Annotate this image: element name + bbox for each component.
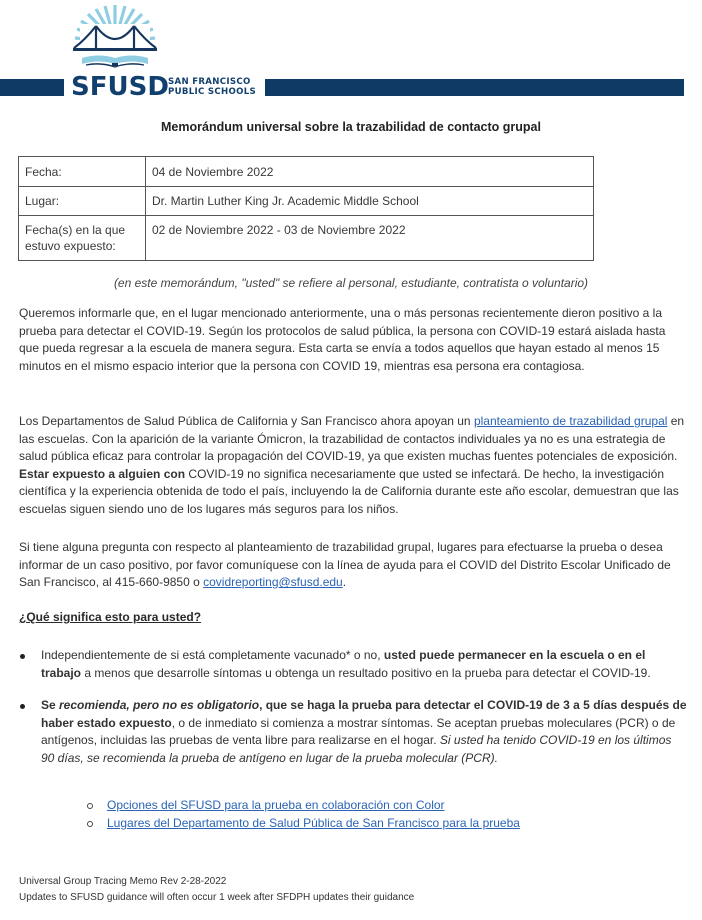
text: COVID-19 no significa necesariamente que usted se infectará. De hecho, la investigación científica y la experiencia obtenida de todo el país, incluyendo la de California durante este año escolar, demuestran que las escuelas siguen siendo uno de los lugares más seguros para los niños. xyxy=(19,466,679,516)
paragraph-group-tracing xyxy=(19,413,687,519)
text: Los Departamentos de Salud Pública de California y San Francisco ahora apoyan un xyxy=(19,414,474,428)
bold-text: , que se haga la prueba para detectar el COVID-19 de 3 a 5 días después de haber estado expuesto xyxy=(41,698,687,730)
row-label: Fecha: xyxy=(19,157,146,187)
circle-bullet-icon xyxy=(87,803,93,809)
bold-italic-text: recomienda, pero no es obligatorio xyxy=(59,698,260,712)
sub-list-item xyxy=(86,797,445,815)
text: , o de inmediato si comienza a mostrar síntomas. Se aceptan pruebas moleculares (PCR) o de antígenos, incluidas las pruebas de venta libre para realizarse en el hogar. xyxy=(41,715,676,748)
text: . xyxy=(342,575,347,590)
footer-revision: Universal Group Tracing Memo Rev 2-28-2022 xyxy=(19,876,227,887)
italic-text: Si usted ha tenido COVID-19 en los últimos 90 días, se recomienda la prueba de antígeno en lugar de la prueba molecular (PCR). xyxy=(41,733,672,765)
bullet-item xyxy=(19,697,687,767)
text: Si tiene alguna pregunta con respecto al planteamiento de trazabilidad grupal, lugares para efectuarse la prueba o desea informar de un caso positivo, por favor comuníquese con la línea de ayuda para el COVID del Distrito Escolar Unificado de San Francisco, al 415-660-9850 o xyxy=(19,540,671,590)
group-tracing-link[interactable]: planteamiento de trazabilidad grupal xyxy=(473,414,668,428)
memo-title: Memorándum universal sobre la trazabilidad de contacto grupal xyxy=(161,120,541,134)
paragraph-contact xyxy=(19,539,687,592)
sfdph-testing-link[interactable]: Lugares del Departamento de Salud Pública de San Francisco para la prueba xyxy=(107,816,520,830)
bullet-icon xyxy=(20,654,25,659)
row-value: 04 de Noviembre 2022 xyxy=(146,157,594,187)
brand-subtitle xyxy=(168,77,256,97)
bold-text: Se xyxy=(41,698,60,712)
brand-name: SFUSD xyxy=(71,72,169,102)
circle-bullet-icon xyxy=(87,821,93,827)
sfusd-logo-icon xyxy=(72,2,158,72)
bullet-icon xyxy=(20,704,25,709)
brand-subtitle-line1: SAN FRANCISCO xyxy=(168,77,251,87)
row-label: Lugar: xyxy=(19,187,146,216)
table-row xyxy=(19,157,594,187)
paragraph-intro: Queremos informarle que, en el lugar mencionado anteriormente, una o más personas recientemente dieron positivo a la prueba para detectar el COVID-19. Según los protocolos de salud pública, la persona con COVID-19 estará aislada hasta que pueda regresar a la escuela de manera segura. Esta carta se envía a todos aquellos que hayan estado al menos 15 minutos en el mismo espacio interior que la persona con COVID 19, mientras esa persona era contagiosa. xyxy=(19,306,666,373)
bold-text: usted puede permanecer en la escuela o en el trabajo xyxy=(41,648,646,680)
table-row xyxy=(19,216,594,261)
text: Independientemente de si está completamente vacunado* o no, xyxy=(41,648,384,662)
bold-text: Estar expuesto a alguien con xyxy=(19,466,186,481)
text: a menos que desarrolle síntomas u obtenga un resultado positivo en la prueba para detectar el COVID-19. xyxy=(81,665,651,680)
text: en las escuelas. Con la aparición de la variante Ómicron, la trazabilidad de contactos individuales ya no es una estrategia de salud pública eficaz para controlar la propagación del COVID-19, ya que existen muchas fuentes potenciales de exposición. xyxy=(19,414,685,464)
sub-list-item xyxy=(86,815,520,833)
bullet-item xyxy=(19,647,687,682)
brand-subtitle-line2: PUBLIC SCHOOLS xyxy=(168,87,256,97)
letterhead xyxy=(0,0,702,104)
row-label: Fecha(s) en la que estuvo expuesto: xyxy=(19,216,146,261)
memo-info-table xyxy=(18,156,594,261)
usted-note: (en este memorándum, "usted" se refiere al personal, estudiante, contratista o voluntario) xyxy=(113,276,589,290)
header-bar-right xyxy=(265,79,684,96)
section-heading: ¿Qué significa esto para usted? xyxy=(19,610,202,624)
row-value: 02 de Noviembre 2022 - 03 de Noviembre 2022 xyxy=(146,216,594,261)
table-row xyxy=(19,187,594,216)
header-bar-left xyxy=(0,79,64,96)
email-link[interactable]: covidreporting@sfusd.edu xyxy=(203,575,343,590)
memo-footer xyxy=(19,874,414,906)
footer-update-note: Updates to SFUSD guidance will often occur 1 week after SFDPH updates their guidance xyxy=(19,892,415,903)
sfusd-testing-link[interactable]: Opciones del SFUSD para la prueba en colaboración con Color xyxy=(107,798,445,812)
row-value: Dr. Martin Luther King Jr. Academic Middle School xyxy=(146,187,594,216)
